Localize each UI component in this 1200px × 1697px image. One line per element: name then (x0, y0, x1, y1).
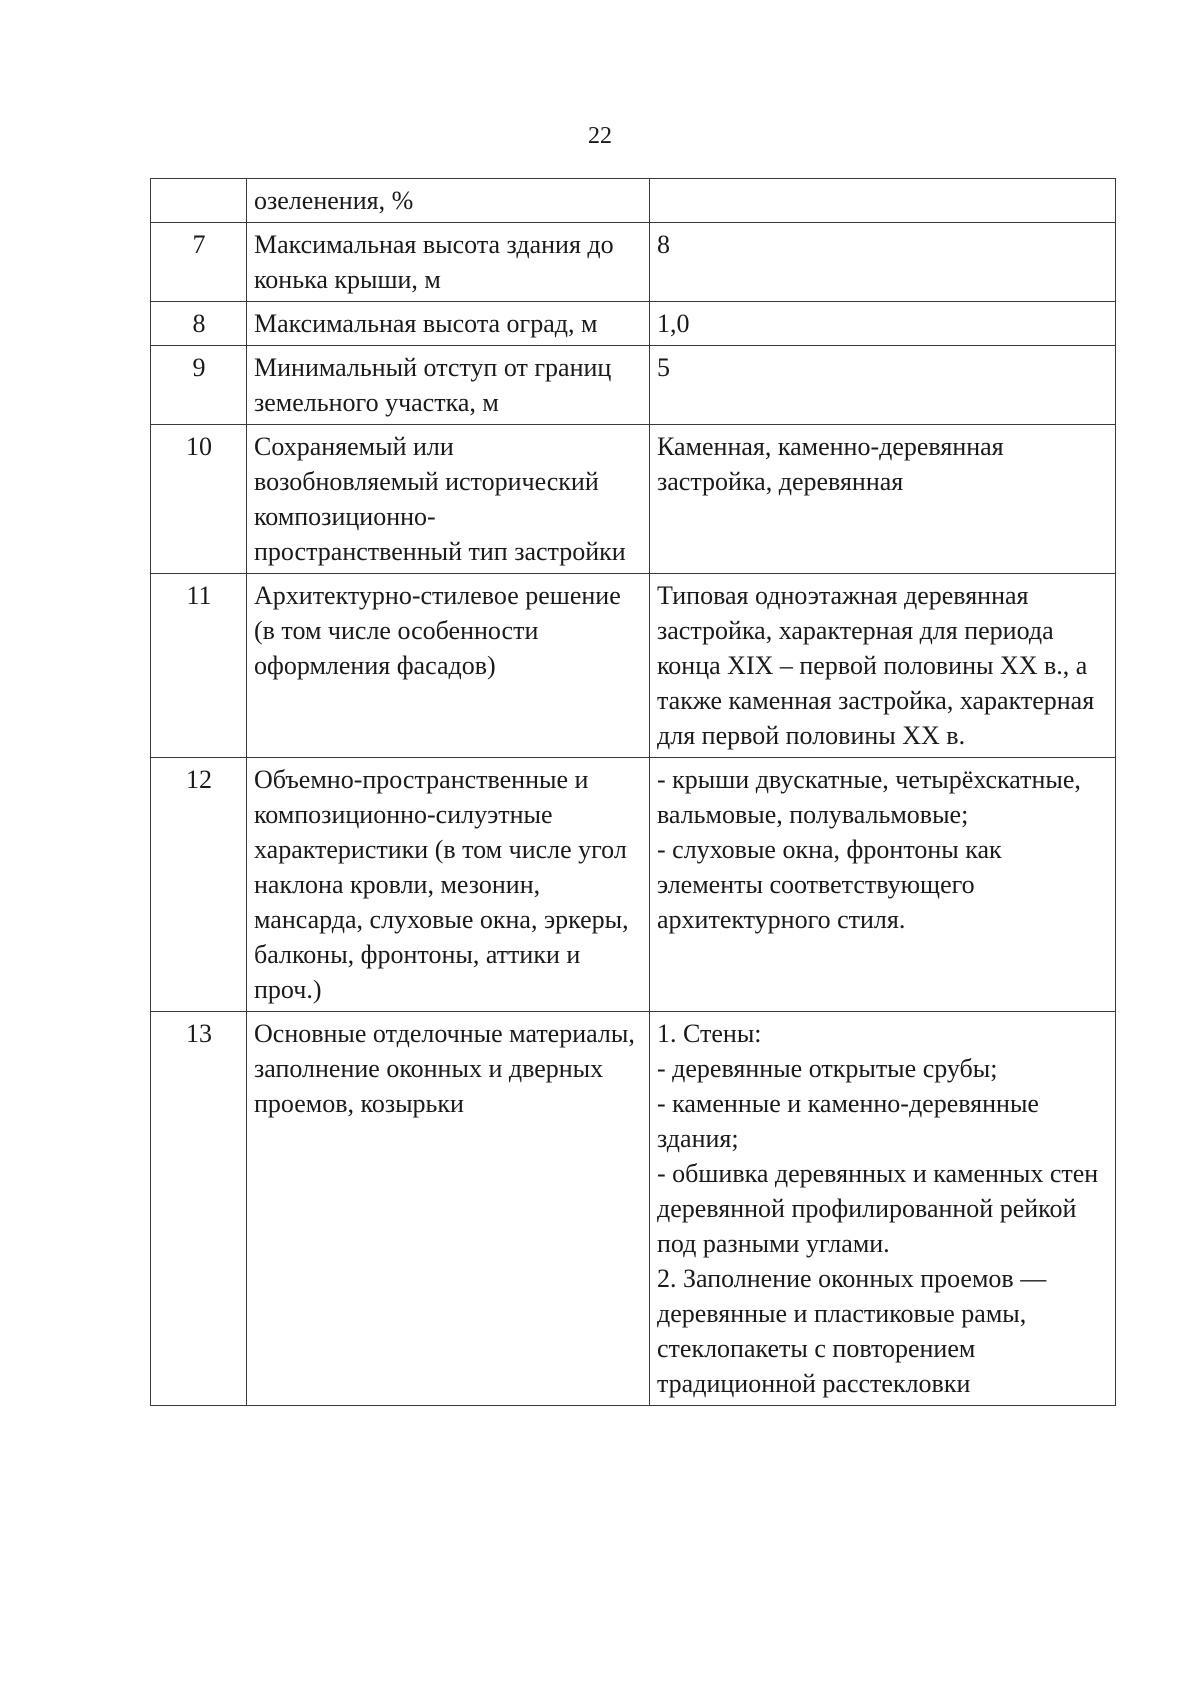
row-number: 10 (151, 425, 247, 574)
parameter-cell: Архитектурно-стилевое решение (в том числе особенности оформления фасадов) (247, 574, 650, 758)
parameter-cell: Объемно-пространственные и композиционно-силуэтные характеристики (в том числе угол наклона кровли, мезонин, мансарда, слуховые окна, эркеры, балконы, фронтоны, аттики и проч.) (247, 758, 650, 1012)
table-row (151, 574, 1116, 758)
parameter-cell: Основные отделочные материалы, заполнение оконных и дверных проемов, козырьки (247, 1012, 650, 1406)
value-line: - каменные и каменно-деревянные здания; (657, 1089, 1039, 1153)
row-number: 8 (151, 302, 247, 346)
table-row (151, 1012, 1116, 1406)
value-line: 5 (657, 353, 670, 382)
row-number: 13 (151, 1012, 247, 1406)
value-line: - слуховые окна, фронтоны как элементы соответствующего архитектурного стиля. (657, 835, 1002, 934)
page-number: 22 (588, 123, 612, 149)
parameter-cell: Минимальный отступ от границ земельного участка, м (247, 346, 650, 425)
row-number: 9 (151, 346, 247, 425)
value-cell (650, 346, 1116, 425)
row-number: 11 (151, 574, 247, 758)
row-number: 12 (151, 758, 247, 1012)
table-row (151, 346, 1116, 425)
table-row (151, 302, 1116, 346)
value-cell (650, 425, 1116, 574)
parameter-cell: Максимальная высота оград, м (247, 302, 650, 346)
value-line: 8 (657, 230, 670, 259)
parameter-cell: озеленения, % (247, 179, 650, 223)
table-row (151, 223, 1116, 302)
value-cell (650, 1012, 1116, 1406)
value-cell (650, 223, 1116, 302)
parameter-cell: Максимальная высота здания до конька крыши, м (247, 223, 650, 302)
value-line: - обшивка деревянных и каменных стен деревянной профилированной рейкой под разными углами. (657, 1159, 1099, 1258)
building-parameters-table (150, 178, 1116, 1406)
value-cell (650, 758, 1116, 1012)
table-row (151, 179, 1116, 223)
parameter-cell: Сохраняемый или возобновляемый исторический композиционно-пространственный тип застройки (247, 425, 650, 574)
value-line: Типовая одноэтажная деревянная застройка, характерная для периода конца XIX – первой половины XX в., а также каменная застройка, характерная для первой половины XX в. (657, 581, 1095, 750)
row-number: 7 (151, 223, 247, 302)
value-line: - крыши двускатные, четырёхскатные, вальмовые, полувальмовые; (657, 765, 1081, 829)
table-row (151, 425, 1116, 574)
value-line: - деревянные открытые срубы; (657, 1054, 998, 1083)
value-line: Каменная, каменно-деревянная застройка, деревянная (657, 432, 1004, 496)
value-line: 1. Стены: (657, 1019, 762, 1048)
value-line: 1,0 (657, 309, 690, 338)
table-row (151, 758, 1116, 1012)
value-cell (650, 574, 1116, 758)
value-cell (650, 179, 1116, 223)
row-number (151, 179, 247, 223)
value-cell (650, 302, 1116, 346)
value-line: 2. Заполнение оконных проемов — деревянные и пластиковые рамы, стеклопакеты с повторением традиционной расстекловки (657, 1264, 1047, 1398)
